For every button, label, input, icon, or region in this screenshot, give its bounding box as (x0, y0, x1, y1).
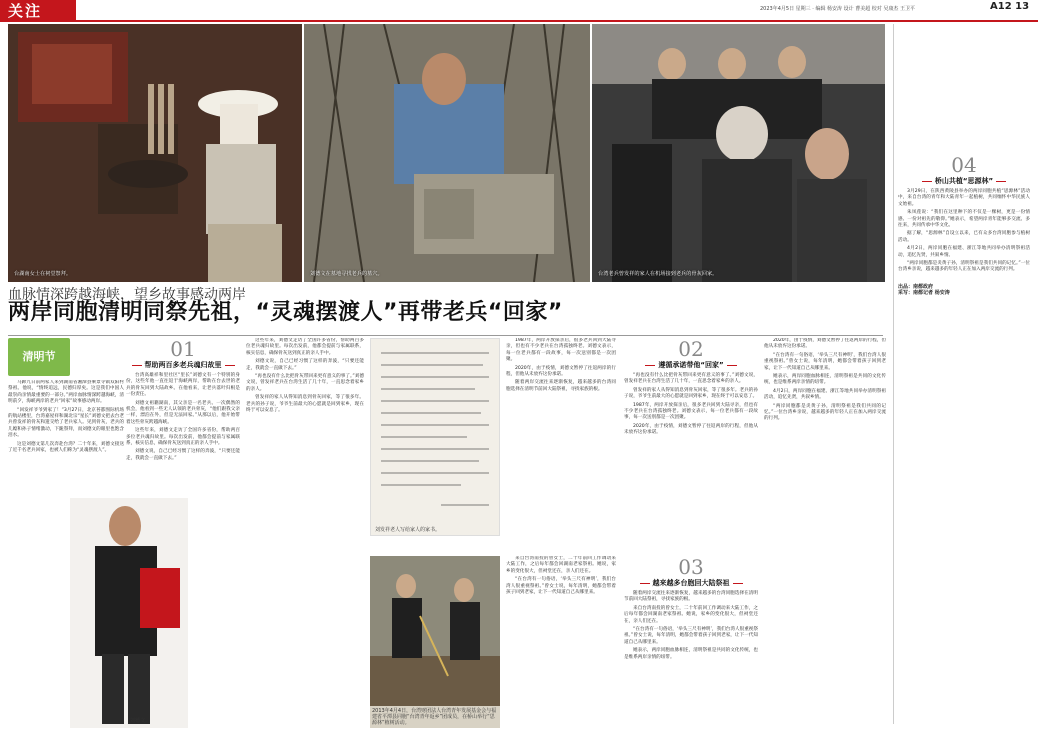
column-continued (246, 338, 364, 728)
sidebar-divider (893, 24, 894, 724)
section-paragraph: 朱凤莲说：“我们在这里种下的不仅是一棵树，更是一份情感、一份对祖先的敬仰。”她表示，希望两岸青年能够多交流、多往来，共同传承中华文化。 (898, 210, 1030, 229)
section-04 (898, 24, 1030, 724)
section-paragraph: 2020年，由于疫情，刘德文暂停了往返两岸的行程，但他从未放弃这份承诺。 (624, 423, 758, 436)
section-header (624, 338, 758, 370)
section-header (126, 338, 240, 370)
image-caption: 2013年4月4日，台湾财团法人台湾青年发展基金会与福建省平潭县同胞“台湾青年返乡”团成员，在桥山举行“思源林”植树活动。 (372, 708, 497, 726)
column-right (764, 338, 886, 728)
page-meta: 2023年4月5日 星期三 · 编辑 杨安涛 设计 曹美超 校对 吴康杰 王卫平 (760, 6, 915, 12)
section-paragraph: 据了解，“思源林”自设立以来，已有众多台湾同胞参与植树活动。 (898, 231, 1030, 243)
headline-rule (8, 335, 883, 336)
section-paragraph: 4月2日，两岸同胞在福建、浙江等地共同举办清明祭祖活动，追忆先贤，共叙乡情。 (764, 388, 886, 401)
lead-paragraph: “回发祥爷爷到家了！”3月27日，北京苔都图际机场的航站楼里，台湾嘉屋祥和湖北宗“星长”刘德文把去台老兵曾发祥的骨灰和遗交给了老兵家人。见到骨灰，老兵的儿媳和孙子情绪激动，下跪祭拜，而刘德文的眼里也饱含泪水。 (8, 407, 124, 439)
photo-caption: 刘德文在墓地寻找老兵的墓穴。 (310, 270, 383, 277)
tree-planting-photo (370, 556, 500, 728)
column-middle (506, 338, 616, 548)
page-number: A12 13 (990, 1, 1030, 12)
lead-paragraph: 马蹄九日前两家人来到湖南省湘潭县乘景寺镇双阳村祭祖。他说，“情终追远，民德归厚矣。这是我们中国人最崇尚亲情最重要的一部分。”两岸血脉情深跨越海峡，清明前夕，海峡两岸的老兵“回家”故事感动两岸。 (8, 380, 124, 405)
portrait-caption: 刘德文。 (130, 717, 151, 724)
column-middle-lower (506, 556, 616, 728)
section-paragraph: “在台湾有一句俗语，‘举头三尺有神明’，我们台湾人很重视祭祖。”曾女士说，每年清明，她都会带着孩子回到老家，让下一代知道自己从哪里来。 (764, 352, 886, 371)
photo-caption: 台湖南女士在祠堂祭拜。 (14, 270, 72, 277)
section-paragraph: 曾发祥的家人从得知消息到骨灰回家，等了很多年。老兵的孙子说，爷爷生前最大的心愿就是回到家乡，现在终于可以安息了。 (624, 387, 758, 400)
photo-ancestral-hall (8, 24, 302, 282)
section-paragraph: 4月2日，两岸同胞在福建、浙江等地共同举办清明祭祖活动，追忆先贤，共叙乡情。 (898, 246, 1030, 258)
section-paragraph: 刘德文说，自己已经习惯了这样的奔波，“只要还能走，我就会一直做下去。” (246, 359, 364, 371)
image-caption: 刘发祥老人写给家人的家书。 (375, 526, 441, 533)
section-number: 01 (170, 338, 196, 361)
article-headline: 两岸同胞清明同祭先祖，“灵魂摆渡人”再带老兵“回家” (8, 300, 563, 325)
credit-source: 出品：南都政府 (898, 283, 934, 290)
section-paragraph: “再也没有什么比把骨灰带回来更有意义的事了。”刘德文说，曾发祥老兵在台湾生活了几十年，一直思念着家乡的亲人。 (624, 373, 758, 385)
section-paragraph: “再也没有什么比把骨灰带回来更有意义的事了。”刘德文说，曾发祥老兵在台湾生活了几十年，一直思念着家乡的亲人。 (246, 374, 364, 392)
section-paragraph: 来自台湾南投的曾女士，二十年前回工作调动来大陆工作，之后每年都会回湖南老家祭祖。她说，家乡的变化很大，但祠堂还在，亲人们还在。 (624, 605, 758, 624)
section-number: 02 (678, 338, 704, 361)
photo-airport-reception (592, 24, 885, 282)
photo-grave-search (304, 24, 590, 282)
family-letter-image (370, 338, 500, 536)
section-paragraph: 曾发祥的家人从得知消息到骨灰回家，等了很多年。老兵的孙子说，爷爷生前最大的心愿就是回到家乡，现在终于可以安息了。 (246, 395, 364, 414)
lead-paragraph: 这是刘德文第几次奔赴台湾？二十年来，刘德文接送了近千名老兵回家，也被人们称为“灵魂摆渡人”。 (8, 441, 124, 454)
section-paragraph: “在台湾有一句俗语，‘举头三尺有神明’，我们台湾人很重视祭祖。”曾女士说，每年清明，她都会带着孩子回到老家，让下一代知道自己从哪里来。 (506, 577, 616, 596)
section-paragraph: 她表示，两岸同胞血脉相连，清明祭祖是共同的文化传统，也是维系两岸亲情的纽带。 (764, 374, 886, 386)
credits-block (898, 284, 1030, 297)
section-title: 桥山共植“思源林” (898, 176, 1030, 186)
section-paragraph: 2020年，由于疫情，刘德文暂停了往返两岸的行程，但他从未放弃这份承诺。 (764, 338, 886, 350)
section-paragraph: 随着两岸交流往来逐渐恢复，越来越多的台湾同胞选择在清明节前回大陆祭祖，寻找家族的根。 (506, 380, 616, 392)
section-header (898, 154, 1030, 186)
article-subhead: 血脉情深跨越海峡，望乡故事感动两岸 (8, 287, 246, 303)
qingming-logo: 清明节 (8, 338, 70, 376)
section-paragraph: 1987年，两岸开放探亲后，很多老兵回到大陆寻亲，但也有不少老兵在台湾孤独终老。刘德文表示，每一位老兵都有一段故事，每一次送别都是一次团聚。 (624, 402, 758, 421)
section-paragraph: 刘德文说，自己已经习惯了这样的奔波，“只要还能走，我就会一直做下去。” (126, 449, 240, 461)
header-rule (76, 20, 1038, 22)
page-header (0, 0, 1038, 22)
section-paragraph: 随着两岸交流往来逐渐恢复，越来越多的台湾同胞选择在清明节前回大陆祭祖，寻找家族的根。 (624, 591, 758, 603)
section-02 (624, 338, 758, 553)
credit-editor: 采写：南都记者 杨安涛 (898, 290, 950, 297)
section-paragraph: “在台湾有一句俗语，‘举头三尺有神明’，我们台湾人很重视祭祖。”曾女士说，每年清明，她都会带着孩子回到老家，让下一代知道自己从哪里来。 (624, 627, 758, 645)
section-tag: 关注 (0, 0, 76, 22)
section-number: 04 (951, 153, 977, 177)
photo-caption: 台湾老兵曾发祥的家人在机场接到老兵的骨灰回家。 (598, 270, 718, 277)
section-title: 帮助两百多老兵魂归故里 (126, 360, 240, 370)
section-header (624, 556, 758, 588)
section-paragraph: 这些年来，刘德文走访了全国许多省份，帮助两百多位老兵魂归故里。每次出发前，他都会提前与家属联系，核实信息，确保骨灰送到真正的亲人手中。 (246, 338, 364, 356)
section-paragraph: 来自台湾南投的曾女士，二十年前回工作调动来大陆工作，之后每年都会回湖南老家祭祖。她说，家乡的变化很大，但祠堂还在，亲人们还在。 (506, 556, 616, 574)
section-03 (624, 556, 758, 728)
section-paragraph: 台湾高雄祥和里社区“里长”刘德文有一个特别的身份，这些年他一直往返于海峡两岸，帮助在台去世的老兵的骨灰回到大陆故乡。在他看来，让老兵落叶归根是一份责任。 (126, 373, 240, 398)
section-paragraph: “两岸同胞都是炎黄子孙，清明祭祖是我们共同的记忆。”一位台湾乡亲说，越来越多的年轻人正在加入两岸交流的行列。 (764, 403, 886, 422)
section-paragraph: “两岸同胞都是炎黄子孙，清明祭祖是我们共同的记忆。”一位台湾乡亲说，越来越多的年轻人正在加入两岸交流的行列。 (898, 261, 1030, 273)
section-title: 遵循承诺带他“回家” (624, 360, 758, 370)
section-paragraph: 1987年，两岸开放探亲后，很多老兵回到大陆寻亲，但也有不少老兵在台湾孤独终老。刘德文表示，每一位老兵都有一段故事，每一次送别都是一次团聚。 (506, 338, 616, 363)
section-number: 03 (678, 556, 704, 579)
section-paragraph: 3月29日，在陕西黄陵县举办的两岸同胞共植“思源林”活动中，来自台湾的青年和大陆青年一起植树，共同缅怀中华民族人文始祖。 (898, 189, 1030, 207)
section-paragraph: 2020年，由于疫情，刘德文暂停了往返两岸的行程，但他从未放弃这份承诺。 (506, 365, 616, 378)
section-paragraph: 她表示，两岸同胞血脉相连，清明祭祖是共同的文化传统，也是维系两岸亲情的纽带。 (624, 648, 758, 660)
section-paragraph: 刘德文祖籍湖南，其父亲是一名老兵。一次偶然的机会，他看到一些无人认领的老兵骨灰，“他们跟我父亲一样，漂泊在外，但是无法回家。”从那以后，他开始带着这些骨灰跨越海峡。 (126, 400, 240, 425)
section-title: 越来越多台胞回大陆祭祖 (624, 578, 758, 588)
section-01 (126, 338, 240, 728)
section-paragraph: 这些年来，刘德文走访了全国许多省份，帮助两百多位老兵魂归故里。每次出发前，他都会提前与家属联系，核实信息，确保骨灰送到真正的亲人手中。 (126, 428, 240, 447)
